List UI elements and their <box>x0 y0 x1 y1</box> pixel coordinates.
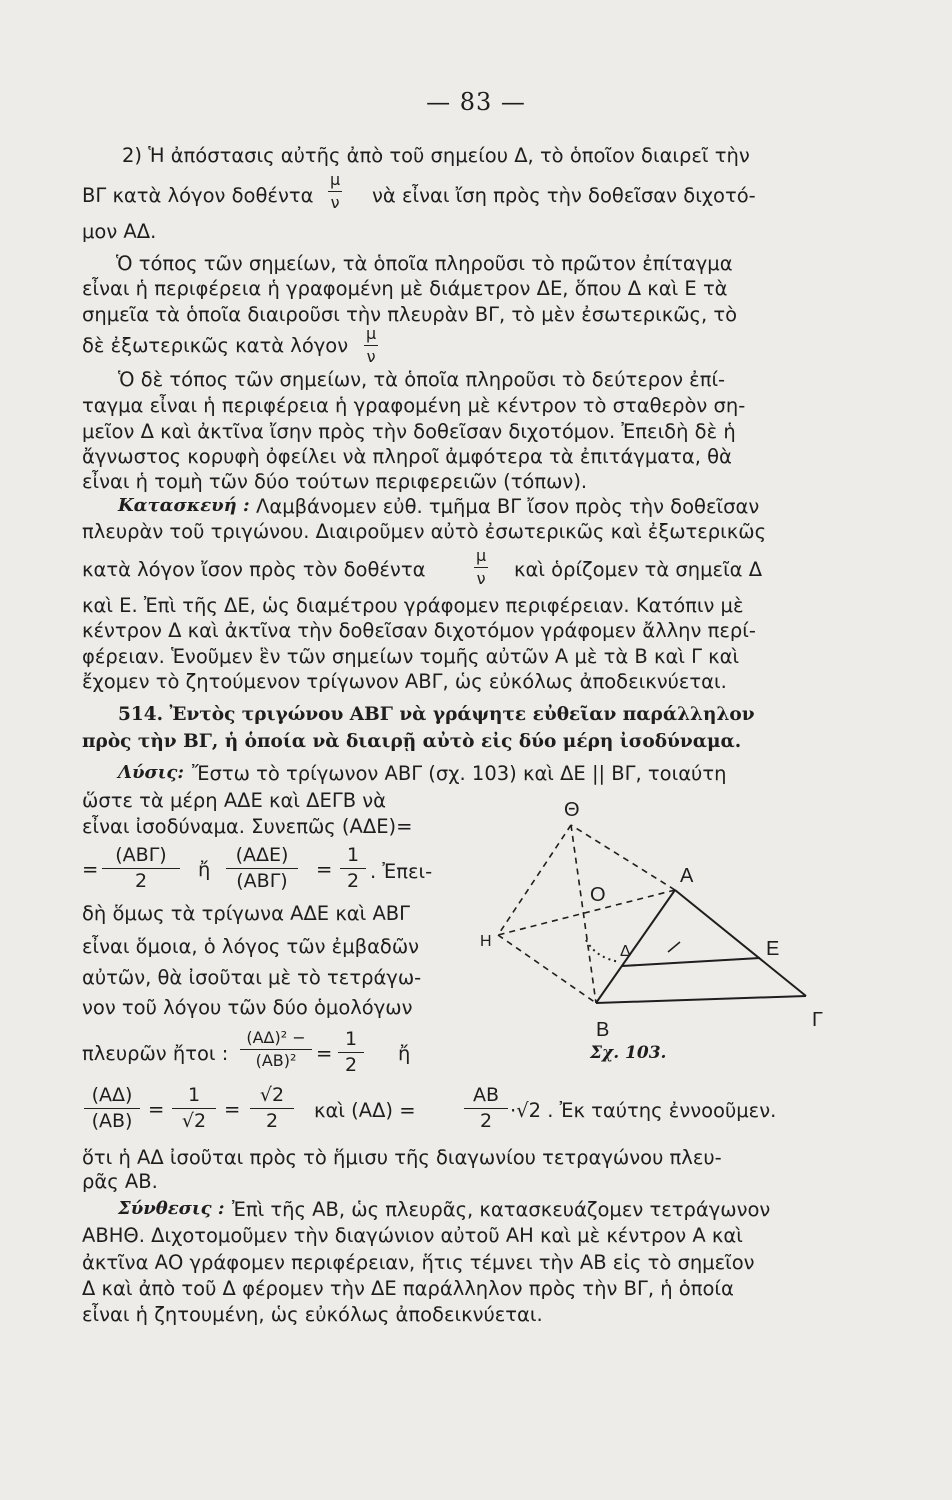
text-line: ΑΒΗΘ. Διχοτομοῦμεν τὴν διαγώνιον αὐτοῦ ΑΗ καὶ μὲ κέντρον Α καὶ <box>82 1224 743 1247</box>
text-line: εἶναι ἡ ζητουμένη, ὡς εὐκόλως ἀποδεικνύεται. <box>82 1303 543 1326</box>
fraction-ade-over-abg: (ΑΔΕ) (ΑΒΓ) <box>226 846 298 891</box>
text-line: νὰ εἶναι ἴση πρὸς τὴν δοθεῖσαν διχοτό- <box>372 184 756 207</box>
fraction-one-half: $\frac{1}{2}$ <box>340 846 366 891</box>
text-line: Λαμβάνομεν εὐθ. τμῆμα ΒΓ ἴσον πρὸς τὴν δοθεῖσαν <box>256 495 760 518</box>
text-line: φέρειαν. Ἑνοῦμεν ἓν τῶν σημείων τομῆς αὐτῶν Α μὲ τὰ Β καὶ Γ καὶ <box>82 645 740 668</box>
text-line: καὶ ὁρίζομεν τὰ σημεῖα Δ <box>514 558 763 581</box>
text-line: 2) Ἡ ἀπόστασις αὐτῆς ἀπὸ τοῦ σημείου Δ, τὸ ὁποῖον διαιρεῖ τὴν <box>122 144 750 167</box>
text-line: κατὰ λόγον ἴσον πρὸς τὸν δοθέντα <box>82 558 426 581</box>
text-line: . Ἐπει- <box>370 860 433 883</box>
label-o: Ο <box>590 884 606 906</box>
text-line: μον ΑΔ. <box>82 220 157 243</box>
text-line: Ἔστω τὸ τρίγωνον ΑΒΓ (σχ. 103) καὶ ΔΕ || ΒΓ, τοιαύτη <box>192 762 727 785</box>
page-number: — 83 — <box>426 88 526 116</box>
fraction-ad2-over-ab2: $\frac{\text{(ΑΔ)² −}}{\text{(ΑΒ)²}}$ <box>240 1030 312 1069</box>
equals-sign: = <box>316 1042 333 1065</box>
text-line: ρᾶς ΑΒ. <box>82 1170 158 1193</box>
label-theta: Θ <box>564 799 580 821</box>
text-line: αὐτῶν, θὰ ἰσοῦται μὲ τὸ τετράγω- <box>82 966 422 989</box>
segment-a-theta <box>571 825 675 890</box>
figure-caption: Σχ. 103. <box>590 1043 667 1063</box>
fraction-mu-nu: $\frac{\mu}{\nu}$ <box>476 546 487 588</box>
fraction-one-half: $\frac{1}{2}$ <box>338 1030 364 1075</box>
text-line: νον τοῦ λόγου τῶν δύο ὁμολόγων <box>82 996 413 1019</box>
label-d: Δ <box>620 943 631 960</box>
text-line: Δ καὶ ἀπὸ τοῦ Δ φέρομεν τὴν ΔΕ παράλληλον πρὸς τὴν ΒΓ, ἡ ὁποία <box>82 1277 734 1300</box>
text-line: ἀκτῖνα ΑΟ γράφομεν περιφέρειαν, ἥτις τέμνει τὴν ΑΒ εἰς τὸ σημεῖον <box>82 1251 755 1274</box>
text-line: κέντρον Δ καὶ ἀκτῖνα τὴν δοθεῖσαν διχοτόμον γράφομεν ἄλλην περί- <box>82 619 756 642</box>
text-line: πλευρὰν τοῦ τριγώνου. Διαιροῦμεν αὐτὸ ἐσωτερικῶς καὶ ἐξωτερικῶς <box>82 520 767 543</box>
arc-od <box>586 940 620 962</box>
label-g: Γ <box>812 1009 824 1031</box>
text-line: εἶναι ἰσοδύναμα. Συνεπῶς (ΑΔΕ)= <box>82 815 413 838</box>
segment-de <box>622 958 760 966</box>
equals-sign: = <box>82 858 99 881</box>
or-word: ἤ <box>198 858 211 881</box>
label-b: Β <box>596 1019 610 1041</box>
label-a: Α <box>680 865 694 887</box>
text-line: καὶ Ε. Ἐπὶ τῆς ΔΕ, ὡς διαμέτρου γράφομεν περιφέρειαν. Κατόπιν μὲ <box>82 594 744 617</box>
text-line: ἄγνωστος κορυφὴ ὀφείλει νὰ πληροῖ ἀμφότερα τὰ ἐπιτάγματα, θὰ <box>82 445 732 468</box>
figure-103 <box>470 790 840 1070</box>
problem-statement: 514. Ἐντὸς τριγώνου ΑΒΓ νὰ γράψητε εὐθεῖαν παράλληλον <box>118 704 755 725</box>
text-line: Ὁ τόπος τῶν σημείων, τὰ ὁποῖα πληροῦσι τὸ πρῶτον ἐπίταγμα <box>116 252 733 275</box>
text-line: πλευρῶν ἤτοι : <box>82 1042 229 1065</box>
segment-ag <box>675 890 806 996</box>
construction-label: Κατασκευή : <box>118 495 250 516</box>
text-line: ἔχομεν τὸ ζητούμενον τρίγωνον ΑΒΓ, ὡς εὐκόλως ἀποδεικνύεται. <box>82 670 727 693</box>
equals-sign: = <box>148 1098 165 1121</box>
fraction-mu-nu: $\frac{\mu}{\nu}$ <box>330 170 341 212</box>
fraction-one-over-root2: $\frac{1}{√2}$ <box>172 1086 216 1131</box>
fraction-mu-nu: $\frac{\mu}{\nu}$ <box>366 324 377 366</box>
text-line: Ὁ δὲ τόπος τῶν σημείων, τὰ ὁποῖα πληροῦσι τὸ δεύτερον ἐπί- <box>118 368 726 391</box>
text-line: εἶναι ὅμοια, ὁ λόγος τῶν ἐμβαδῶν <box>82 935 420 958</box>
text-line: εἶναι ἡ τομὴ τῶν δύο τούτων περιφερειῶν (τόπων). <box>82 470 588 493</box>
fraction-root2-over-2: $\frac{√2}{2}$ <box>250 1086 294 1131</box>
text-line: Ἐπὶ τῆς ΑΒ, ὡς πλευρᾶς, κατασκευάζομεν τετράγωνον <box>232 1198 771 1221</box>
equals-sign: = <box>316 858 333 881</box>
text-line: δὲ ἐξωτερικῶς κατὰ λόγον <box>82 334 349 357</box>
text-line: ·√2 . Ἐκ ταύτης ἐννοοῦμεν. <box>510 1099 777 1122</box>
equals-sign: = <box>224 1098 241 1121</box>
text-line: δὴ ὅμως τὰ τρίγωνα ΑΔΕ καὶ ΑΒΓ <box>82 902 411 925</box>
text-line: καὶ (ΑΔ) = <box>314 1099 416 1122</box>
fraction-abg-over-2: (ΑΒΓ) 2 <box>102 846 180 891</box>
text-line: εἶναι ἡ περιφέρεια ἡ γραφομένη μὲ διάμετρον ΔΕ, ὅπου Δ καὶ Ε τὰ <box>82 277 728 300</box>
problem-statement: πρὸς τὴν ΒΓ, ἡ ὁποία νὰ διαιρῇ αὐτὸ εἰς δύο μέρη ἰσοδύναμα. <box>82 731 742 752</box>
text-line: σημεῖα τὰ ὁποῖα διαιροῦσι τὴν πλευρὰν ΒΓ, τὸ μὲν ἐσωτερικῶς, τὸ <box>82 303 738 326</box>
text-line: ταγμα εἶναι ἡ περιφέρεια ἡ γραφομένη μὲ κέντρον τὸ σταθερὸν ση- <box>82 394 746 417</box>
text-line: ὅτι ἡ ΑΔ ἰσοῦται πρὸς τὸ ἥμισυ τῆς διαγωνίου τετραγώνου πλευ- <box>82 1146 722 1169</box>
segment-bg <box>596 996 806 1003</box>
text-line: μεῖον Δ καὶ ἀκτῖνα ἴσην πρὸς τὴν δοθεῖσαν διχοτόμον. Ἐπειδὴ δὲ ἡ <box>82 420 736 443</box>
or-word: ἤ <box>398 1042 411 1065</box>
fraction-ab-over-2: $\frac{AB}{2}$ <box>464 1086 508 1131</box>
label-h: Η <box>480 933 492 950</box>
text-line: ὥστε τὰ μέρη ΑΔΕ καὶ ΔΕΓΒ νὰ <box>82 789 387 812</box>
text-line: ΒΓ κατὰ λόγον δοθέντα <box>82 184 314 207</box>
tick-mark <box>668 942 680 952</box>
segment-h-b <box>498 935 596 1003</box>
solution-label: Λύσις: <box>118 762 185 783</box>
segment-theta-h <box>498 825 571 935</box>
label-e: Ε <box>766 938 780 960</box>
diagonal-theta-b <box>571 825 596 1003</box>
fraction-ad-over-ab: $\frac{(A\Delta)}{(AB)}$ <box>84 1086 140 1131</box>
synthesis-label: Σύνθεσις : <box>118 1198 225 1219</box>
